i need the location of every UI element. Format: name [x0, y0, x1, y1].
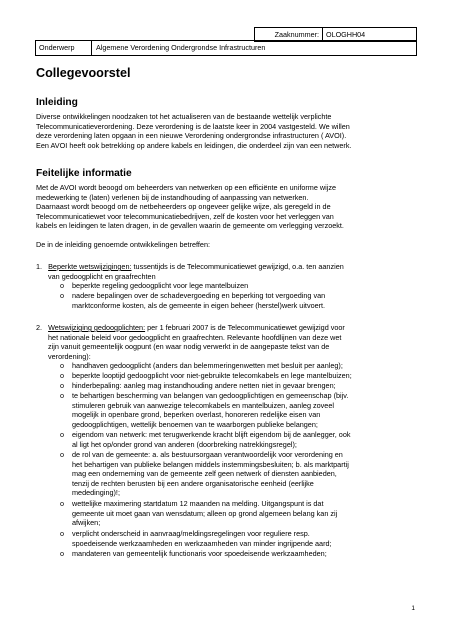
bullet-text: spoedeisende werkzaamheden en werkzaamheden van minder ingrijpende aard; — [72, 538, 332, 548]
bullet-text: tenzij de rechten berusten bij een andere organisatorische eenheid (eerlijke — [72, 478, 314, 488]
bullet-text: nadere bepalingen over de schadevergoeding en beperking tot vergoeding van — [72, 291, 326, 300]
bullet-text: beperkte looptijd gedoogplicht voor niet-gebruikte telecomkabels en lege mantelbuizen; — [72, 371, 352, 380]
list-item-1 — [36, 262, 421, 281]
text-line: Telecommunicatieverordening. Deze verordening is de laatste keer in 2004 vastgesteld. We willen — [36, 121, 350, 131]
heading-inleiding: Inleiding — [36, 97, 78, 108]
bullet-symbol: o — [60, 291, 65, 300]
bullet-text: de rol van de gemeente: a. als bestuursorgaan verantwoordelijk voor verordening en — [72, 450, 343, 459]
bullet-text: het behartigen van publieke belangen middels instemmingsbesluiten; b. als marktpartij — [72, 459, 349, 469]
subject-value: Algemene Verordening Ondergrondse Infrastructuren — [96, 43, 266, 52]
bullet-symbol: o — [60, 430, 65, 439]
bullet-text: afwijken; — [72, 518, 101, 528]
bullet-text: te behartigen bescherming van belangen van gedoogplichtigen en gemeenschap (bijv. — [72, 391, 349, 400]
subject-label: Onderwerp — [36, 41, 92, 55]
list-number: 1. — [36, 262, 43, 271]
bullet-symbol: o — [60, 549, 65, 558]
bullet-text: hinderbepaling: aanleg mag instandhouding andere netten niet in gevaar brengen; — [72, 381, 336, 390]
bullet-text: eigendom van netwerk: met terugwerkende kracht blijft eigendom bij de aanlegger, ook — [72, 430, 351, 439]
bullet-text: mogelijk in openbare grond, beperken overlast, honoreren redelijke eisen van — [72, 410, 321, 420]
text-line: Telecommunicatiewet voor telecommunicatiebedrijven, zelf de kosten voor het verleggen van — [36, 211, 334, 221]
bullet-symbol: o — [60, 529, 65, 538]
bullet-text: verplicht onderscheid in aanvraag/meldingsregelingen voor reguliere resp. — [72, 529, 310, 538]
bullet-text: marktconforme kosten, als de gemeente in eigen beheer (herstel)werk uitvoert. — [72, 300, 326, 310]
document-title: Collegevoorstel — [36, 66, 131, 80]
bullet-text: wettelijke maximering startdatum 12 maanden na melding. Uitgangspunt is dat — [72, 499, 324, 508]
bullet-symbol: o — [60, 281, 65, 290]
text-line: verordening): — [48, 351, 91, 361]
subject-box — [35, 40, 417, 56]
bullet-text: gedoogplichtigen, wettelijk benoemen van te waarborgen publieke belangen; — [72, 419, 318, 429]
list-number: 2. — [36, 323, 43, 332]
text-line: van gedoogplicht en graafrechten — [48, 271, 156, 281]
bullet-text: beperkte regeling gedoogplicht voor lege mantelbuizen — [72, 281, 249, 290]
heading-feitelijke-informatie: Feitelijke informatie — [36, 168, 132, 179]
text-line: medewerking te (laten) verlenen bij de instandhouding of aanpassing van netwerken. — [36, 192, 309, 202]
bullet-symbol: o — [60, 371, 65, 380]
list-item-2 — [36, 323, 421, 361]
text-line: Diverse ontwikkelingen noodzaken tot het actualiseren van de bestaande wettelijk verplichte — [36, 112, 332, 121]
list-item-text: tussentijds is de Telecommunicatiewet gewijzigd, o.a. ten aanzien — [131, 262, 344, 271]
bullet-symbol: o — [60, 381, 65, 390]
list-item-text: per 1 februari 2007 is de Telecommunicatiewet gewijzigd voor — [145, 323, 345, 332]
paragraph-intro — [36, 240, 421, 250]
bullet-symbol: o — [60, 499, 65, 508]
text-line: Daarnaast wordt beoogd om de netbeheerders op ongeveer gelijke wijze, als geregeld in de — [36, 202, 331, 212]
bullet-symbol: o — [60, 361, 65, 370]
list-item-title: Wetswijziging gedoogplichten: — [48, 323, 146, 332]
text-line: Een AVOI heeft ook betrekking op andere kabels en leidingen, die onderdeel zijn van een netwerk. — [36, 140, 352, 150]
list-item-2-first-line — [36, 323, 421, 333]
text-line: Met de AVOI wordt beoogd om beheerders van netwerken op een efficiënte en uniforme wijze — [36, 183, 336, 192]
text-line: kabels en leidingen te laten dragen, in de gevallen waarin de gemeente om verlegging verzoekt. — [36, 221, 344, 231]
list-item-title: Beperkte wetswijzigingen: — [48, 262, 132, 271]
text-line: het nationale beleid voor gedoogplicht en graafrechten. Relevante hoofdlijnen van deze wet — [48, 332, 342, 342]
bullet-text: mededinging)!; — [72, 488, 120, 498]
paragraph-feitelijke-informatie — [36, 183, 421, 231]
bullet-text: stimuleren gebruik van aanwezige telecomkabels en mantelbuizen, aanleg zoveel — [72, 400, 334, 410]
list-item-1-first-line — [36, 262, 421, 272]
case-number-value: OLOGHH04 — [326, 30, 366, 39]
text-line: deze verordening laten opgaan in een nieuwe Verordening ondergrondse infrastructuren ( AVOI). — [36, 131, 347, 141]
bullet-text: handhaven gedoogplicht (anders dan belemmeringenwetten met besluit per aanleg); — [72, 361, 343, 370]
bullet-text: mag een onderneming van de gemeente zelf geen netwerk of diensten aanbieden, — [72, 469, 337, 479]
case-number-label: Zaaknummer: — [255, 28, 323, 41]
text-line: De in de inleiding genoemde ontwikkelingen betreffen: — [36, 240, 210, 249]
paragraph-inleiding — [36, 112, 421, 150]
text-line: zijn vanuit gemeentelijk oogpunt (en waar nodig verwerkt in de aangepaste tekst van de — [48, 342, 330, 352]
bullet-symbol: o — [60, 450, 65, 459]
page-number: 1 — [411, 605, 415, 612]
bullet-symbol: o — [60, 391, 65, 400]
bullet-text: mandateren van gemeentelijk functionaris voor spoedeisende werkzaamheden; — [72, 549, 327, 558]
bullet-text: gemeente uit moet gaan van wensdatum; alleen op grond algemeen belang kan zij — [72, 508, 338, 518]
bullet-text: al ligt het op/onder grond van anderen (doorbreking natrekkingsregel); — [72, 439, 297, 449]
